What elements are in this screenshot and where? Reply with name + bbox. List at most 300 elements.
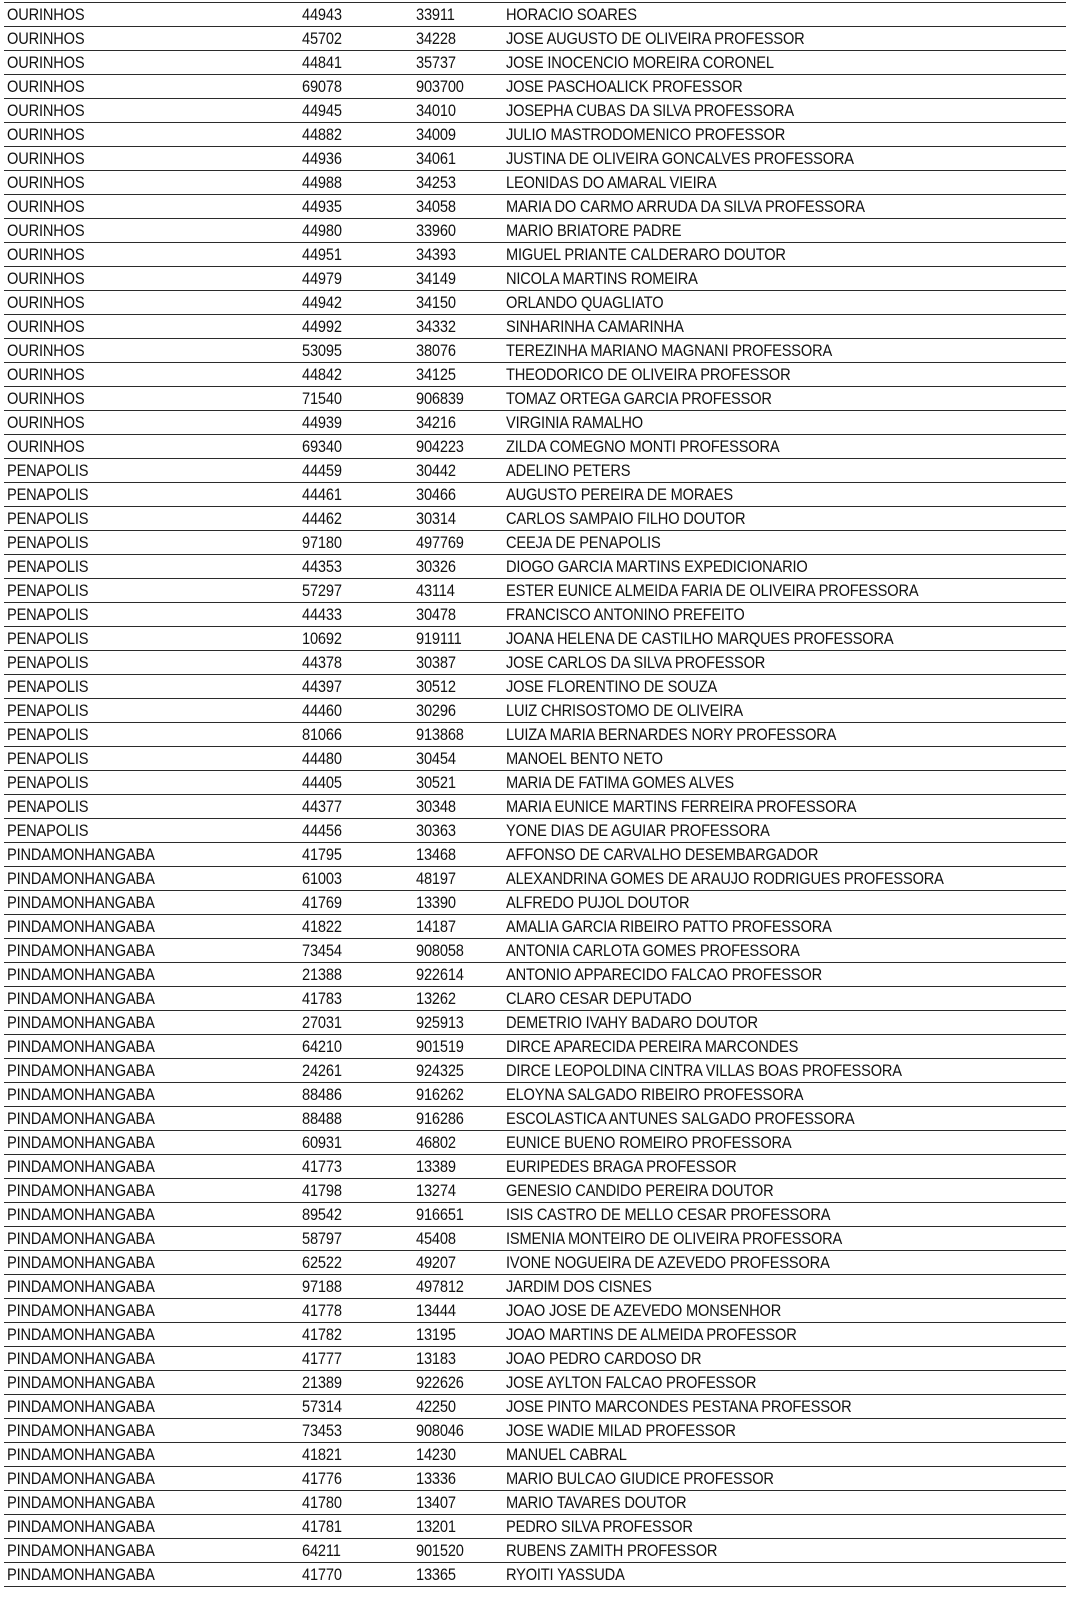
school-code-text: 14230 — [416, 1445, 456, 1464]
city-text: PINDAMONHANGABA — [7, 1301, 155, 1320]
code-text: 44980 — [302, 221, 342, 240]
school-code-text: 903700 — [416, 77, 464, 96]
table-row — [4, 387, 1066, 411]
city-text: OURINHOS — [7, 53, 85, 72]
school-code-text: 30454 — [416, 749, 456, 768]
school-name-text: MARIA EUNICE MARTINS FERREIRA PROFESSORA — [506, 797, 857, 816]
school-code-cell — [413, 483, 503, 507]
code-text: 24261 — [302, 1061, 342, 1080]
school-name-text: JUSTINA DE OLIVEIRA GONCALVES PROFESSORA — [506, 149, 854, 168]
code-text: 44988 — [302, 173, 342, 192]
school-name-cell — [503, 459, 1066, 483]
code-cell — [299, 1323, 413, 1347]
school-name-text: JOSE PINTO MARCONDES PESTANA PROFESSOR — [506, 1397, 852, 1416]
school-code-cell — [413, 267, 503, 291]
school-name-text: JOAO JOSE DE AZEVEDO MONSENHOR — [506, 1301, 782, 1320]
school-code-cell — [413, 1275, 503, 1299]
code-cell — [299, 1539, 413, 1563]
code-cell — [299, 891, 413, 915]
table-row — [4, 27, 1066, 51]
code-text: 21388 — [302, 965, 342, 984]
city-text: PINDAMONHANGABA — [7, 1133, 155, 1152]
city-text: PINDAMONHANGABA — [7, 1085, 155, 1104]
school-code-cell — [413, 1083, 503, 1107]
city-text: PINDAMONHANGABA — [7, 1061, 155, 1080]
school-name-cell — [503, 507, 1066, 531]
school-name-text: TEREZINHA MARIANO MAGNANI PROFESSORA — [506, 341, 833, 360]
school-name-text: VIRGINIA RAMALHO — [506, 413, 643, 432]
table-row — [4, 1323, 1066, 1347]
school-code-text: 922614 — [416, 965, 464, 984]
table-row — [4, 1563, 1066, 1587]
table-row — [4, 1059, 1066, 1083]
school-code-cell — [413, 1035, 503, 1059]
table-row — [4, 747, 1066, 771]
code-cell — [299, 27, 413, 51]
city-text: PINDAMONHANGABA — [7, 965, 155, 984]
city-cell — [4, 3, 299, 27]
code-text: 44377 — [302, 797, 342, 816]
school-name-cell — [503, 939, 1066, 963]
school-code-cell — [413, 651, 503, 675]
school-name-cell — [503, 291, 1066, 315]
school-name-cell — [503, 843, 1066, 867]
table-row — [4, 267, 1066, 291]
school-name-text: RYOITI YASSUDA — [506, 1565, 625, 1584]
school-code-cell — [413, 507, 503, 531]
city-cell — [4, 1083, 299, 1107]
school-code-cell — [413, 1347, 503, 1371]
code-cell — [299, 747, 413, 771]
school-name-text: ANTONIO APPARECIDO FALCAO PROFESSOR — [506, 965, 822, 984]
city-text: PINDAMONHANGABA — [7, 1109, 155, 1128]
school-code-text: 13444 — [416, 1301, 456, 1320]
code-text: 97188 — [302, 1277, 342, 1296]
school-name-text: JOAO PEDRO CARDOSO DR — [506, 1349, 702, 1368]
table-row — [4, 339, 1066, 363]
school-code-cell — [413, 1155, 503, 1179]
school-name-cell — [503, 723, 1066, 747]
code-cell — [299, 3, 413, 27]
school-code-cell — [413, 939, 503, 963]
table-row — [4, 171, 1066, 195]
school-name-cell — [503, 1275, 1066, 1299]
table-row — [4, 531, 1066, 555]
code-text: 41769 — [302, 893, 342, 912]
city-text: PINDAMONHANGABA — [7, 1013, 155, 1032]
city-text: PINDAMONHANGABA — [7, 917, 155, 936]
code-cell — [299, 507, 413, 531]
school-name-cell — [503, 363, 1066, 387]
school-name-cell — [503, 867, 1066, 891]
school-name-cell — [503, 27, 1066, 51]
school-name-text: JOSE PASCHOALICK PROFESSOR — [506, 77, 743, 96]
school-code-cell — [413, 51, 503, 75]
school-code-text: 908046 — [416, 1421, 464, 1440]
code-text: 44951 — [302, 245, 342, 264]
city-cell — [4, 483, 299, 507]
city-text: PINDAMONHANGABA — [7, 1229, 155, 1248]
code-text: 44397 — [302, 677, 342, 696]
school-code-cell — [413, 603, 503, 627]
code-text: 44353 — [302, 557, 342, 576]
table-row — [4, 123, 1066, 147]
school-code-cell — [413, 1227, 503, 1251]
school-name-cell — [503, 75, 1066, 99]
code-cell — [299, 699, 413, 723]
school-name-cell — [503, 1011, 1066, 1035]
school-code-cell — [413, 99, 503, 123]
code-cell — [299, 171, 413, 195]
city-text: PINDAMONHANGABA — [7, 1421, 155, 1440]
school-code-text: 45408 — [416, 1229, 456, 1248]
school-code-text: 916262 — [416, 1085, 464, 1104]
city-cell — [4, 1539, 299, 1563]
school-name-text: ORLANDO QUAGLIATO — [506, 293, 664, 312]
school-code-cell — [413, 843, 503, 867]
school-name-text: JARDIM DOS CISNES — [506, 1277, 652, 1296]
code-cell — [299, 939, 413, 963]
school-code-cell — [413, 459, 503, 483]
school-code-text: 919111 — [416, 629, 462, 648]
school-code-cell — [413, 147, 503, 171]
city-text: OURINHOS — [7, 29, 85, 48]
table-row — [4, 1419, 1066, 1443]
school-name-cell — [503, 1491, 1066, 1515]
school-code-text: 30314 — [416, 509, 456, 528]
school-name-text: FRANCISCO ANTONINO PREFEITO — [506, 605, 745, 624]
table-row — [4, 1131, 1066, 1155]
school-name-text: CEEJA DE PENAPOLIS — [506, 533, 661, 552]
code-cell — [299, 1251, 413, 1275]
school-name-cell — [503, 795, 1066, 819]
school-code-cell — [413, 627, 503, 651]
school-name-text: LUIZA MARIA BERNARDES NORY PROFESSORA — [506, 725, 837, 744]
code-cell — [299, 1371, 413, 1395]
code-cell — [299, 1035, 413, 1059]
school-name-text: GENESIO CANDIDO PEREIRA DOUTOR — [506, 1181, 774, 1200]
school-code-cell — [413, 747, 503, 771]
city-cell — [4, 315, 299, 339]
city-cell — [4, 579, 299, 603]
school-name-text: THEODORICO DE OLIVEIRA PROFESSOR — [506, 365, 791, 384]
school-code-text: 13336 — [416, 1469, 456, 1488]
city-cell — [4, 987, 299, 1011]
code-cell — [299, 195, 413, 219]
school-code-cell — [413, 1011, 503, 1035]
school-code-cell — [413, 243, 503, 267]
code-cell — [299, 1467, 413, 1491]
table-row — [4, 555, 1066, 579]
city-cell — [4, 939, 299, 963]
city-cell — [4, 1275, 299, 1299]
table-row — [4, 699, 1066, 723]
school-name-cell — [503, 51, 1066, 75]
school-name-cell — [503, 1563, 1066, 1587]
city-cell — [4, 771, 299, 795]
code-cell — [299, 315, 413, 339]
school-name-cell — [503, 1155, 1066, 1179]
school-name-text: AUGUSTO PEREIRA DE MORAES — [506, 485, 733, 504]
school-list-table — [4, 2, 1066, 1587]
school-code-cell — [413, 291, 503, 315]
city-text: OURINHOS — [7, 341, 85, 360]
city-cell — [4, 963, 299, 987]
school-code-cell — [413, 531, 503, 555]
school-name-cell — [503, 1107, 1066, 1131]
school-code-cell — [413, 1299, 503, 1323]
code-text: 41773 — [302, 1157, 342, 1176]
school-name-text: MANOEL BENTO NETO — [506, 749, 663, 768]
school-code-text: 34125 — [416, 365, 456, 384]
table-row — [4, 483, 1066, 507]
city-text: PINDAMONHANGABA — [7, 869, 155, 888]
school-code-text: 46802 — [416, 1133, 456, 1152]
city-cell — [4, 387, 299, 411]
city-text: PENAPOLIS — [7, 485, 89, 504]
school-code-text: 30326 — [416, 557, 456, 576]
code-cell — [299, 99, 413, 123]
school-name-cell — [503, 891, 1066, 915]
school-name-cell — [503, 579, 1066, 603]
code-text: 41770 — [302, 1565, 342, 1584]
city-text: OURINHOS — [7, 389, 85, 408]
table-row — [4, 435, 1066, 459]
school-code-cell — [413, 963, 503, 987]
table-row — [4, 315, 1066, 339]
city-cell — [4, 1347, 299, 1371]
code-text: 44378 — [302, 653, 342, 672]
code-text: 44462 — [302, 509, 342, 528]
school-code-cell — [413, 1467, 503, 1491]
city-cell — [4, 1251, 299, 1275]
school-name-cell — [503, 1539, 1066, 1563]
city-text: PENAPOLIS — [7, 821, 89, 840]
school-name-cell — [503, 1371, 1066, 1395]
code-cell — [299, 243, 413, 267]
code-text: 41778 — [302, 1301, 342, 1320]
school-code-text: 34149 — [416, 269, 456, 288]
city-cell — [4, 435, 299, 459]
school-code-cell — [413, 891, 503, 915]
code-text: 53095 — [302, 341, 342, 360]
school-code-text: 34332 — [416, 317, 456, 336]
school-name-text: JOSE CARLOS DA SILVA PROFESSOR — [506, 653, 766, 672]
code-cell — [299, 867, 413, 891]
code-cell — [299, 723, 413, 747]
city-cell — [4, 27, 299, 51]
city-cell — [4, 267, 299, 291]
school-code-text: 906839 — [416, 389, 464, 408]
table-row — [4, 603, 1066, 627]
code-text: 44433 — [302, 605, 342, 624]
school-code-text: 13389 — [416, 1157, 456, 1176]
school-code-text: 34061 — [416, 149, 456, 168]
school-code-text: 922626 — [416, 1373, 464, 1392]
school-code-cell — [413, 315, 503, 339]
school-name-cell — [503, 1083, 1066, 1107]
city-text: OURINHOS — [7, 221, 85, 240]
city-cell — [4, 1371, 299, 1395]
code-text: 81066 — [302, 725, 342, 744]
school-name-cell — [503, 987, 1066, 1011]
table-row — [4, 1347, 1066, 1371]
code-text: 71540 — [302, 389, 342, 408]
code-text: 73453 — [302, 1421, 342, 1440]
code-cell — [299, 51, 413, 75]
school-code-text: 34216 — [416, 413, 456, 432]
table-row — [4, 987, 1066, 1011]
city-cell — [4, 891, 299, 915]
school-name-cell — [503, 915, 1066, 939]
table-row — [4, 1155, 1066, 1179]
school-name-text: JOSE AYLTON FALCAO PROFESSOR — [506, 1373, 757, 1392]
table-row — [4, 363, 1066, 387]
school-code-text: 34010 — [416, 101, 456, 120]
code-cell — [299, 387, 413, 411]
table-row — [4, 507, 1066, 531]
code-text: 44460 — [302, 701, 342, 720]
city-cell — [4, 1515, 299, 1539]
city-cell — [4, 699, 299, 723]
code-cell — [299, 1395, 413, 1419]
school-name-cell — [503, 1467, 1066, 1491]
code-cell — [299, 1299, 413, 1323]
code-text: 44935 — [302, 197, 342, 216]
city-text: PINDAMONHANGABA — [7, 1373, 155, 1392]
city-text: OURINHOS — [7, 197, 85, 216]
city-text: OURINHOS — [7, 293, 85, 312]
school-code-text: 497769 — [416, 533, 464, 552]
code-text: 21389 — [302, 1373, 342, 1392]
school-name-text: ELOYNA SALGADO RIBEIRO PROFESSORA — [506, 1085, 804, 1104]
code-cell — [299, 987, 413, 1011]
city-text: OURINHOS — [7, 149, 85, 168]
table-row — [4, 843, 1066, 867]
table-row — [4, 1251, 1066, 1275]
school-name-cell — [503, 195, 1066, 219]
city-text: PINDAMONHANGABA — [7, 1325, 155, 1344]
school-code-cell — [413, 27, 503, 51]
city-text: PINDAMONHANGABA — [7, 1037, 155, 1056]
city-cell — [4, 1323, 299, 1347]
city-cell — [4, 123, 299, 147]
school-name-cell — [503, 531, 1066, 555]
school-name-cell — [503, 1251, 1066, 1275]
school-name-cell — [503, 147, 1066, 171]
table-row — [4, 243, 1066, 267]
school-code-text: 34253 — [416, 173, 456, 192]
code-text: 60931 — [302, 1133, 342, 1152]
school-name-cell — [503, 1059, 1066, 1083]
city-text: PENAPOLIS — [7, 629, 89, 648]
city-cell — [4, 1179, 299, 1203]
code-text: 44480 — [302, 749, 342, 768]
table-row — [4, 651, 1066, 675]
school-code-cell — [413, 1131, 503, 1155]
school-code-text: 13365 — [416, 1565, 456, 1584]
city-text: PENAPOLIS — [7, 557, 89, 576]
code-cell — [299, 1227, 413, 1251]
school-code-text: 13274 — [416, 1181, 456, 1200]
city-cell — [4, 531, 299, 555]
school-code-cell — [413, 1059, 503, 1083]
city-text: PENAPOLIS — [7, 725, 89, 744]
school-code-text: 13468 — [416, 845, 456, 864]
school-code-cell — [413, 1419, 503, 1443]
school-code-text: 38076 — [416, 341, 456, 360]
city-cell — [4, 675, 299, 699]
code-text: 41776 — [302, 1469, 342, 1488]
code-text: 44936 — [302, 149, 342, 168]
code-text: 44992 — [302, 317, 342, 336]
school-code-text: 497812 — [416, 1277, 464, 1296]
code-text: 45702 — [302, 29, 342, 48]
city-text: PINDAMONHANGABA — [7, 989, 155, 1008]
city-text: PINDAMONHANGABA — [7, 893, 155, 912]
code-text: 88488 — [302, 1109, 342, 1128]
city-text: PENAPOLIS — [7, 653, 89, 672]
city-text: PENAPOLIS — [7, 461, 89, 480]
code-cell — [299, 75, 413, 99]
city-text: PINDAMONHANGABA — [7, 1253, 155, 1272]
city-text: OURINHOS — [7, 269, 85, 288]
table-row — [4, 1299, 1066, 1323]
city-cell — [4, 1131, 299, 1155]
city-text: OURINHOS — [7, 173, 85, 192]
city-text: OURINHOS — [7, 125, 85, 144]
school-code-text: 13201 — [416, 1517, 456, 1536]
school-name-cell — [503, 699, 1066, 723]
code-cell — [299, 603, 413, 627]
school-code-cell — [413, 699, 503, 723]
school-name-cell — [503, 627, 1066, 651]
school-code-cell — [413, 435, 503, 459]
city-cell — [4, 1419, 299, 1443]
table-row — [4, 1083, 1066, 1107]
school-code-cell — [413, 771, 503, 795]
school-name-text: JOAO MARTINS DE ALMEIDA PROFESSOR — [506, 1325, 797, 1344]
code-text: 69340 — [302, 437, 342, 456]
code-text: 41783 — [302, 989, 342, 1008]
school-code-text: 30466 — [416, 485, 456, 504]
school-code-cell — [413, 915, 503, 939]
school-code-cell — [413, 1539, 503, 1563]
table-row — [4, 1491, 1066, 1515]
code-text: 44405 — [302, 773, 342, 792]
school-code-cell — [413, 987, 503, 1011]
school-code-text: 34150 — [416, 293, 456, 312]
school-name-cell — [503, 1419, 1066, 1443]
city-text: PINDAMONHANGABA — [7, 1469, 155, 1488]
code-cell — [299, 1347, 413, 1371]
code-text: 27031 — [302, 1013, 342, 1032]
city-text: OURINHOS — [7, 437, 85, 456]
code-text: 41798 — [302, 1181, 342, 1200]
school-name-text: EUNICE BUENO ROMEIRO PROFESSORA — [506, 1133, 792, 1152]
school-code-text: 13262 — [416, 989, 456, 1008]
code-text: 44461 — [302, 485, 342, 504]
city-cell — [4, 747, 299, 771]
city-text: PENAPOLIS — [7, 605, 89, 624]
code-cell — [299, 675, 413, 699]
school-name-text: DEMETRIO IVAHY BADARO DOUTOR — [506, 1013, 758, 1032]
school-code-cell — [413, 1203, 503, 1227]
code-cell — [299, 267, 413, 291]
code-cell — [299, 219, 413, 243]
code-text: 88486 — [302, 1085, 342, 1104]
code-cell — [299, 1515, 413, 1539]
